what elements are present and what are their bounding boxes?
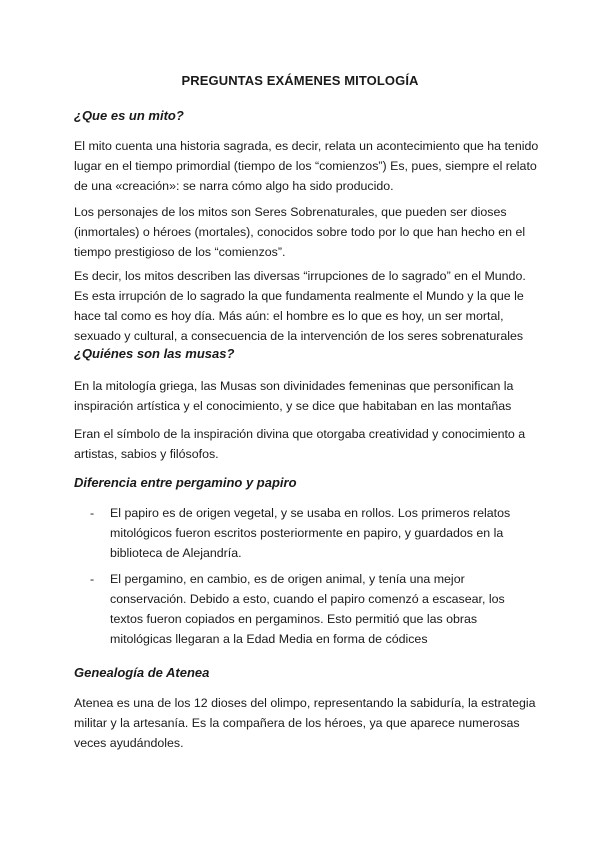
text-line: mitológicos fueron escritos posteriormente en papiro, y guardados en la — [110, 526, 504, 540]
text-line: veces ayudándoles. — [74, 736, 184, 750]
bullet-dash: - — [90, 506, 95, 520]
text-line: Es decir, los mitos describen las diversas “irrupciones de lo sagrado” en el Mundo. — [74, 269, 526, 283]
paragraph-mito-irrupciones — [74, 266, 534, 346]
text-line: El mito cuenta una historia sagrada, es decir, relata un acontecimiento que ha tenido — [74, 139, 539, 153]
bullet-dash: - — [90, 572, 95, 586]
text-line: El papiro es de origen vegetal, y se usaba en rollos. Los primeros relatos — [110, 506, 511, 520]
text-line: Los personajes de los mitos son Seres Sobrenaturales, que pueden ser dioses — [74, 205, 507, 219]
text-line: conservación. Debido a esto, cuando el papiro comenzó a escasear, los — [110, 592, 505, 606]
text-line: artistas, sabios y filósofos. — [74, 447, 219, 461]
text-line: Atenea es una de los 12 dioses del olimpo, representando la sabiduría, la estrategia — [74, 696, 536, 710]
paragraph-musas-definicion — [74, 376, 534, 416]
text-line: de una «creación»: se narra cómo algo ha sido producido. — [74, 179, 394, 193]
text-line: inspiración artística y el conocimiento, y se dice que habitaban en las montañas — [74, 399, 512, 413]
text-line: textos fueron copiados en pergaminos. Esto permitió que las obras — [110, 612, 478, 626]
text-line: hace tal como es hoy día. Más aún: el hombre es lo que es hoy, un ser mortal, — [74, 309, 504, 323]
text-line: biblioteca de Alejandría. — [110, 546, 242, 560]
text-line: En la mitología griega, las Musas son divinidades femeninas que personifican la — [74, 379, 514, 393]
section-heading-pergamino-papiro: Diferencia entre pergamino y papiro — [74, 475, 297, 490]
text-line: lugar en el tiempo primordial (tiempo de los “comienzos”) Es, pues, siempre el relato — [74, 159, 537, 173]
text-line: tiempo prestigioso de los “comienzos”. — [74, 245, 286, 259]
text-line: Eran el símbolo de la inspiración divina que otorgaba creatividad y conocimiento a — [74, 427, 526, 441]
section-heading-atenea: Genealogía de Atenea — [74, 665, 210, 680]
text-line: mitológicas llegaran a la Edad Media en forma de códices — [110, 632, 428, 646]
paragraph-atenea — [74, 693, 534, 753]
paragraph-musas-simbolo — [74, 424, 534, 464]
section-heading-musas: ¿Quiénes son las musas? — [74, 346, 235, 361]
text-line: militar y la artesanía. Es la compañera de los héroes, ya que aparece numerosas — [74, 716, 520, 730]
text-line: sexuado y cultural, a consecuencia de la intervención de los seres sobrenaturales — [74, 329, 524, 343]
paragraph-mito-definicion — [74, 136, 539, 196]
paragraph-mito-personajes — [74, 202, 534, 262]
section-heading-mito: ¿Que es un mito? — [74, 108, 184, 123]
page-title: PREGUNTAS EXÁMENES MITOLOGÍA — [181, 73, 419, 88]
text-line: (inmortales) o héroes (mortales), conocidos sobre todo por lo que han hecho en el — [74, 225, 526, 239]
text-line: El pergamino, en cambio, es de origen animal, y tenía una mejor — [110, 572, 465, 586]
text-line: Es esta irrupción de lo sagrado la que fundamenta realmente el Mundo y la que le — [74, 289, 524, 303]
